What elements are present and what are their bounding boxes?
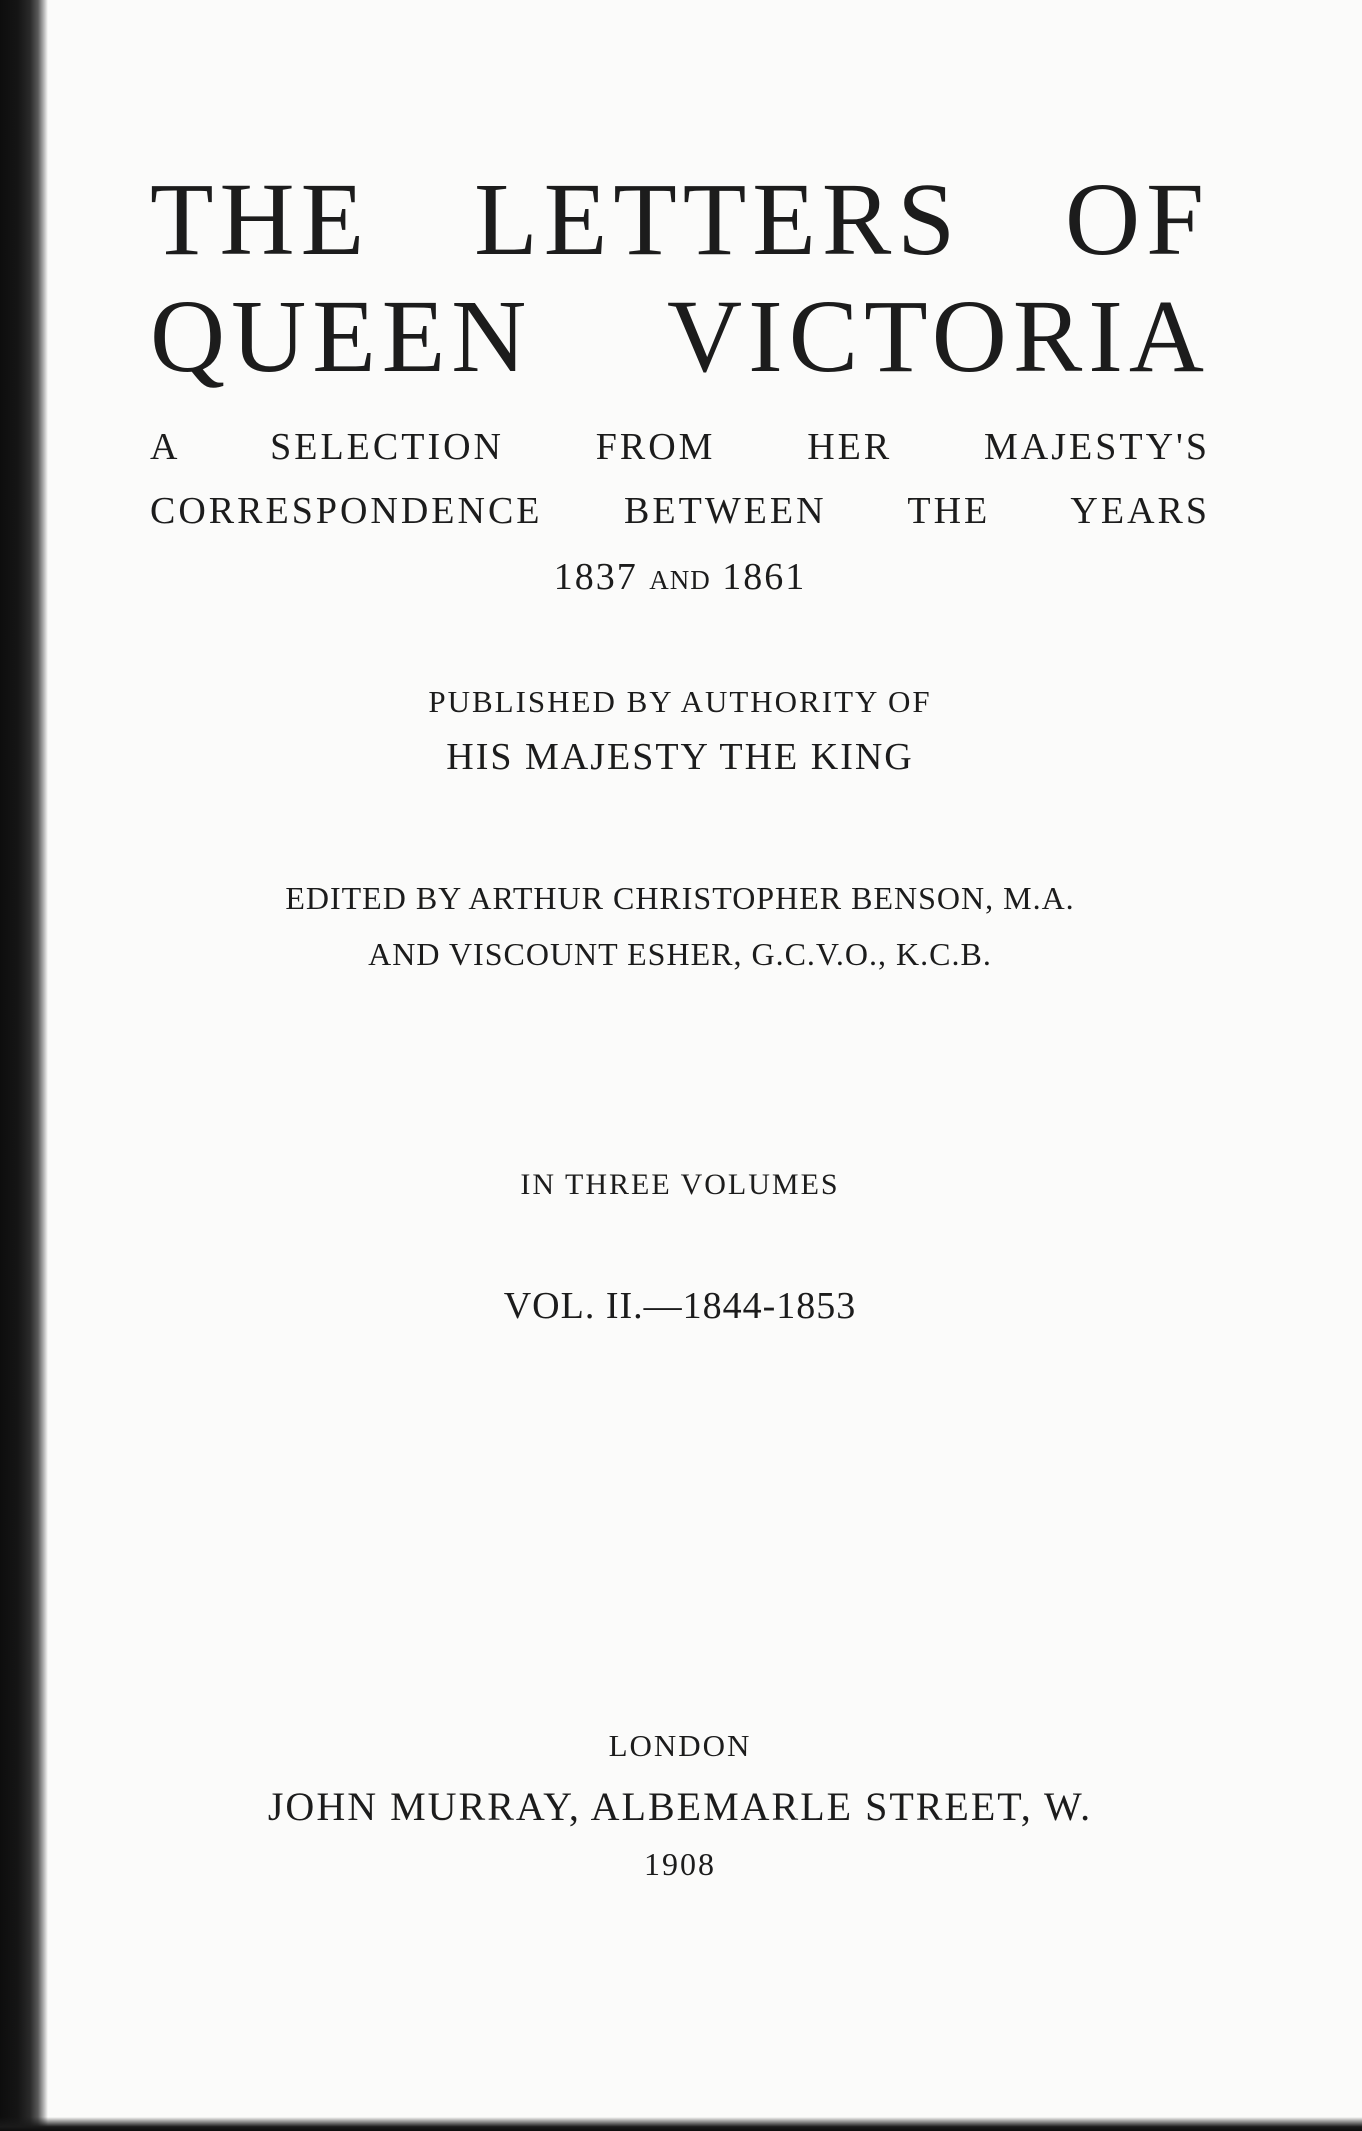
authority-line-2: HIS MAJESTY THE KING — [446, 736, 914, 778]
binding-edge — [0, 0, 48, 2131]
page-bottom-edge — [0, 2117, 1362, 2131]
title-line-1: THE LETTERS OF — [150, 162, 1210, 277]
year-conjunction: AND — [649, 565, 711, 595]
volumes-set: IN THREE VOLUMES — [520, 1168, 840, 1201]
imprint-year: 1908 — [644, 1846, 716, 1882]
editors-line-1: EDITED BY ARTHUR CHRISTOPHER BENSON, M.A. — [285, 880, 1075, 916]
year-end: 1861 — [722, 556, 807, 598]
subtitle-line-2: CORRESPONDENCE BETWEEN THE YEARS — [150, 490, 1210, 532]
imprint-city: LONDON — [608, 1728, 752, 1763]
volume-number: VOL. II.—1844-1853 — [503, 1285, 857, 1327]
imprint-publisher: JOHN MURRAY, ALBEMARLE STREET, W. — [267, 1784, 1093, 1829]
year-start: 1837 — [553, 556, 638, 598]
editors-line-2: AND VISCOUNT ESHER, G.C.V.O., K.C.B. — [368, 936, 992, 972]
subtitle-years — [150, 555, 1210, 599]
authority-line-1: PUBLISHED BY AUTHORITY OF — [428, 684, 932, 719]
title-line-2: QUEEN VICTORIA — [150, 279, 1210, 394]
subtitle-line-1: A SELECTION FROM HER MAJESTY'S — [150, 426, 1210, 468]
